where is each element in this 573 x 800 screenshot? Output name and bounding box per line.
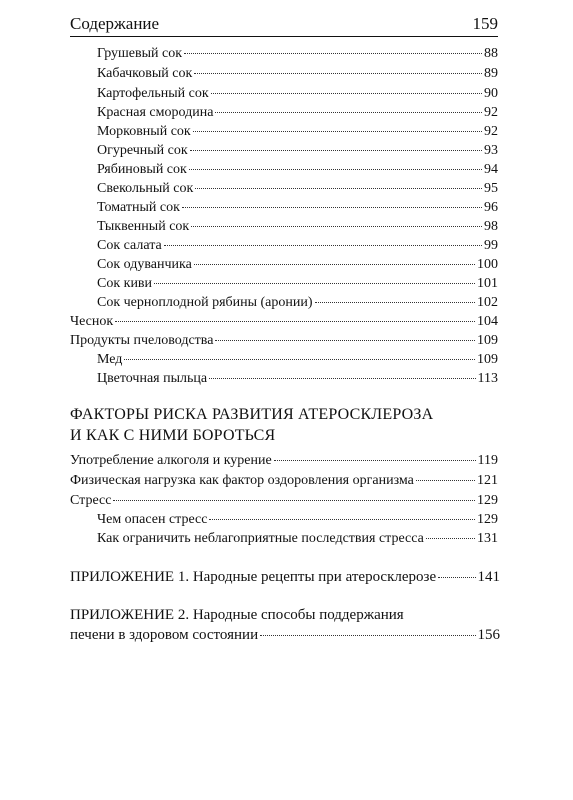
toc-entry: [70, 472, 498, 492]
toc-entry: [70, 332, 498, 352]
toc-entry-page: 96: [484, 200, 498, 215]
toc-entry-label: Свекольный сок: [97, 181, 194, 196]
dot-leader: [315, 302, 475, 303]
section-heading-line2: И КАК С НИМИ БОРОТЬСЯ: [70, 427, 276, 444]
toc-entry: [70, 313, 498, 333]
dot-leader: [182, 207, 482, 208]
toc-entry-label: Рябиновый сок: [97, 162, 187, 177]
dot-leader: [209, 519, 475, 520]
toc-entry-label: Картофельный сок: [97, 86, 209, 101]
toc-entry: [97, 530, 498, 550]
toc-entry-page: 119: [477, 453, 498, 468]
dot-leader: [215, 340, 475, 341]
dot-leader: [115, 321, 475, 322]
toc-entry-page: 92: [484, 105, 498, 120]
appendix-1-label: ПРИЛОЖЕНИЕ 1. Народные рецепты при атеросклерозе: [70, 569, 437, 585]
toc-entry-label: Чем опасен стресс: [97, 512, 208, 527]
toc-entry-label: Красная смородина: [97, 105, 214, 120]
toc-entry-label: Грушевый сок: [97, 46, 183, 61]
toc-entry: [97, 180, 498, 200]
dot-leader: [274, 460, 476, 461]
toc-entry-page: 131: [477, 531, 498, 546]
toc-entry-label: Физическая нагрузка как фактор оздоровления организма: [70, 473, 414, 488]
toc-entry-page: 94: [484, 162, 498, 177]
toc-entry-label: Сок черноплодной рябины (аронии): [97, 295, 313, 310]
toc-entry-label: Употребление алкоголя и курение: [70, 453, 272, 468]
appendix-2-entry: [70, 626, 500, 646]
toc-entry: [97, 123, 498, 143]
toc-entry: [97, 85, 498, 105]
toc-entry-label: Стресс: [70, 493, 112, 508]
toc-entry-page: 93: [484, 143, 498, 158]
appendix-2-page: 156: [477, 627, 500, 643]
toc-entry-label: Цветочная пыльца: [97, 371, 208, 386]
dot-leader: [215, 112, 482, 113]
toc-entry-label: Сок салата: [97, 238, 162, 253]
toc-entry-page: 90: [484, 86, 498, 101]
dot-leader: [190, 150, 482, 151]
toc-entry-page: 88: [484, 46, 498, 61]
toc-entry: [97, 161, 498, 181]
dot-leader: [438, 577, 475, 578]
dot-leader: [193, 131, 482, 132]
toc-entry: [97, 351, 498, 371]
appendix-1-entry: [70, 568, 500, 588]
toc-entry-page: 98: [484, 219, 498, 234]
toc-entry-page: 109: [477, 352, 498, 367]
toc-entry-page: 121: [477, 473, 498, 488]
toc-entry: [97, 45, 498, 65]
toc-entry: [97, 370, 498, 390]
dot-leader: [260, 635, 475, 636]
toc-entry-label: Огуречный сок: [97, 143, 188, 158]
toc-entry: [70, 452, 498, 472]
appendix-2-label: печени в здоровом состоянии: [70, 627, 259, 643]
dot-leader: [113, 500, 475, 501]
toc-entry-page: 100: [477, 257, 498, 272]
dot-leader: [209, 378, 475, 379]
toc-entry: [97, 275, 498, 295]
toc-entry-page: 102: [477, 295, 498, 310]
dot-leader: [416, 480, 475, 481]
toc-entry: [97, 256, 498, 276]
toc-entry-page: 129: [477, 512, 498, 527]
toc-entry: [97, 199, 498, 219]
toc-entry: [97, 142, 498, 162]
toc-entry-label: Морковный сок: [97, 124, 191, 139]
dot-leader: [194, 73, 482, 74]
toc-entry: [70, 492, 498, 512]
toc-entry-label: Кабачковый сок: [97, 66, 193, 81]
toc-entry-page: 99: [484, 238, 498, 253]
toc-entry: [97, 65, 498, 85]
dot-leader: [194, 264, 475, 265]
toc-entry-page: 92: [484, 124, 498, 139]
header-rule: [70, 36, 498, 37]
toc-entry-page: 113: [477, 371, 498, 386]
dot-leader: [184, 53, 482, 54]
dot-leader: [191, 226, 482, 227]
dot-leader: [124, 359, 475, 360]
dot-leader: [154, 283, 475, 284]
toc-entry-page: 129: [477, 493, 498, 508]
toc-entry-label: Как ограничить неблагоприятные последствия стресса: [97, 531, 424, 546]
toc-entry: [97, 218, 498, 238]
header-page-number: 159: [472, 14, 498, 33]
dot-leader: [195, 188, 482, 189]
toc-entry: [97, 237, 498, 257]
toc-entry-label: Сок одуванчика: [97, 257, 192, 272]
section-heading-line1: ФАКТОРЫ РИСКА РАЗВИТИЯ АТЕРОСКЛЕРОЗА: [70, 406, 434, 423]
appendix-2-line1: ПРИЛОЖЕНИЕ 2. Народные способы поддержания: [70, 607, 404, 623]
dot-leader: [211, 93, 482, 94]
toc-entry-page: 101: [477, 276, 498, 291]
running-header: [70, 14, 498, 34]
toc-entry-page: 89: [484, 66, 498, 81]
toc-entry-label: Продукты пчеловодства: [70, 333, 214, 348]
toc-entry-label: Мед: [97, 352, 123, 367]
toc-entry-label: Чеснок: [70, 314, 114, 329]
toc-entry-label: Тыквенный сок: [97, 219, 190, 234]
toc-entry: [97, 511, 498, 531]
toc-entry: [97, 294, 498, 314]
dot-leader: [426, 538, 475, 539]
dot-leader: [164, 245, 482, 246]
toc-entry-page: 95: [484, 181, 498, 196]
toc-entry-page: 104: [477, 314, 498, 329]
dot-leader: [189, 169, 482, 170]
toc-entry-label: Томатный сок: [97, 200, 180, 215]
toc-entry-label: Сок киви: [97, 276, 153, 291]
toc-entry: [97, 104, 498, 124]
header-title: Содержание: [70, 14, 160, 33]
appendix-1-page: 141: [477, 569, 500, 585]
toc-entry-page: 109: [477, 333, 498, 348]
